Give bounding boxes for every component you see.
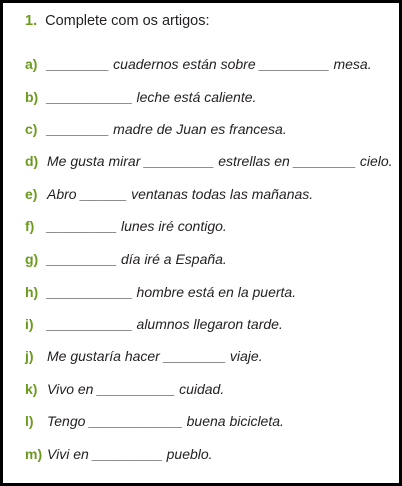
item-sentence: _________ lunes iré contigo. [47,218,227,234]
exercise-item-g [25,251,227,267]
exercise-item-m [25,446,213,462]
exercise-item-l [25,413,284,429]
item-letter: i) [25,316,34,332]
exercise-title [25,13,210,29]
item-sentence: Tengo ____________ buena bicicleta. [47,413,284,429]
item-letter: j) [25,348,34,364]
item-sentence: Vivo en __________ cuidad. [47,381,225,397]
exercise-item-c [25,121,287,137]
exercise-number: 1. [25,13,38,29]
exercise-item-b [25,89,256,105]
exercise-item-j [25,348,263,364]
exercise-item-f [25,218,227,234]
item-sentence: Vivi en _________ pueblo. [47,446,213,462]
item-letter: l) [25,413,34,429]
item-sentence: ________ madre de Juan es francesa. [47,121,287,137]
item-letter: m) [25,446,43,462]
item-sentence: ___________ leche está caliente. [47,89,257,105]
item-sentence: ________ cuadernos están sobre _________ mesa. [47,56,372,72]
exercise-item-e [25,186,313,202]
exercise-item-h [25,284,296,300]
exercise-sheet [3,3,399,483]
item-sentence: Me gusta mirar _________ estrellas en ________ cielo. [47,153,393,169]
item-letter: b) [25,89,39,105]
exercise-item-a [25,56,372,72]
exercise-instruction: Complete com os artigos: [45,13,210,29]
item-sentence: ___________ alumnos llegaron tarde. [47,316,283,332]
exercise-item-i [25,316,283,332]
item-sentence: _________ día iré a España. [47,251,227,267]
item-letter: h) [25,284,39,300]
item-sentence: ___________ hombre está en la puerta. [47,284,297,300]
item-letter: d) [25,153,39,169]
item-letter: f) [25,218,35,234]
exercise-item-k [25,381,224,397]
exercise-item-d [25,153,393,169]
item-letter: c) [25,121,38,137]
item-sentence: Abro ______ ventanas todas las mañanas. [47,186,314,202]
item-letter: e) [25,186,38,202]
item-letter: k) [25,381,38,397]
item-sentence: Me gustaría hacer ________ viaje. [47,348,263,364]
item-letter: g) [25,251,39,267]
item-letter: a) [25,56,38,72]
